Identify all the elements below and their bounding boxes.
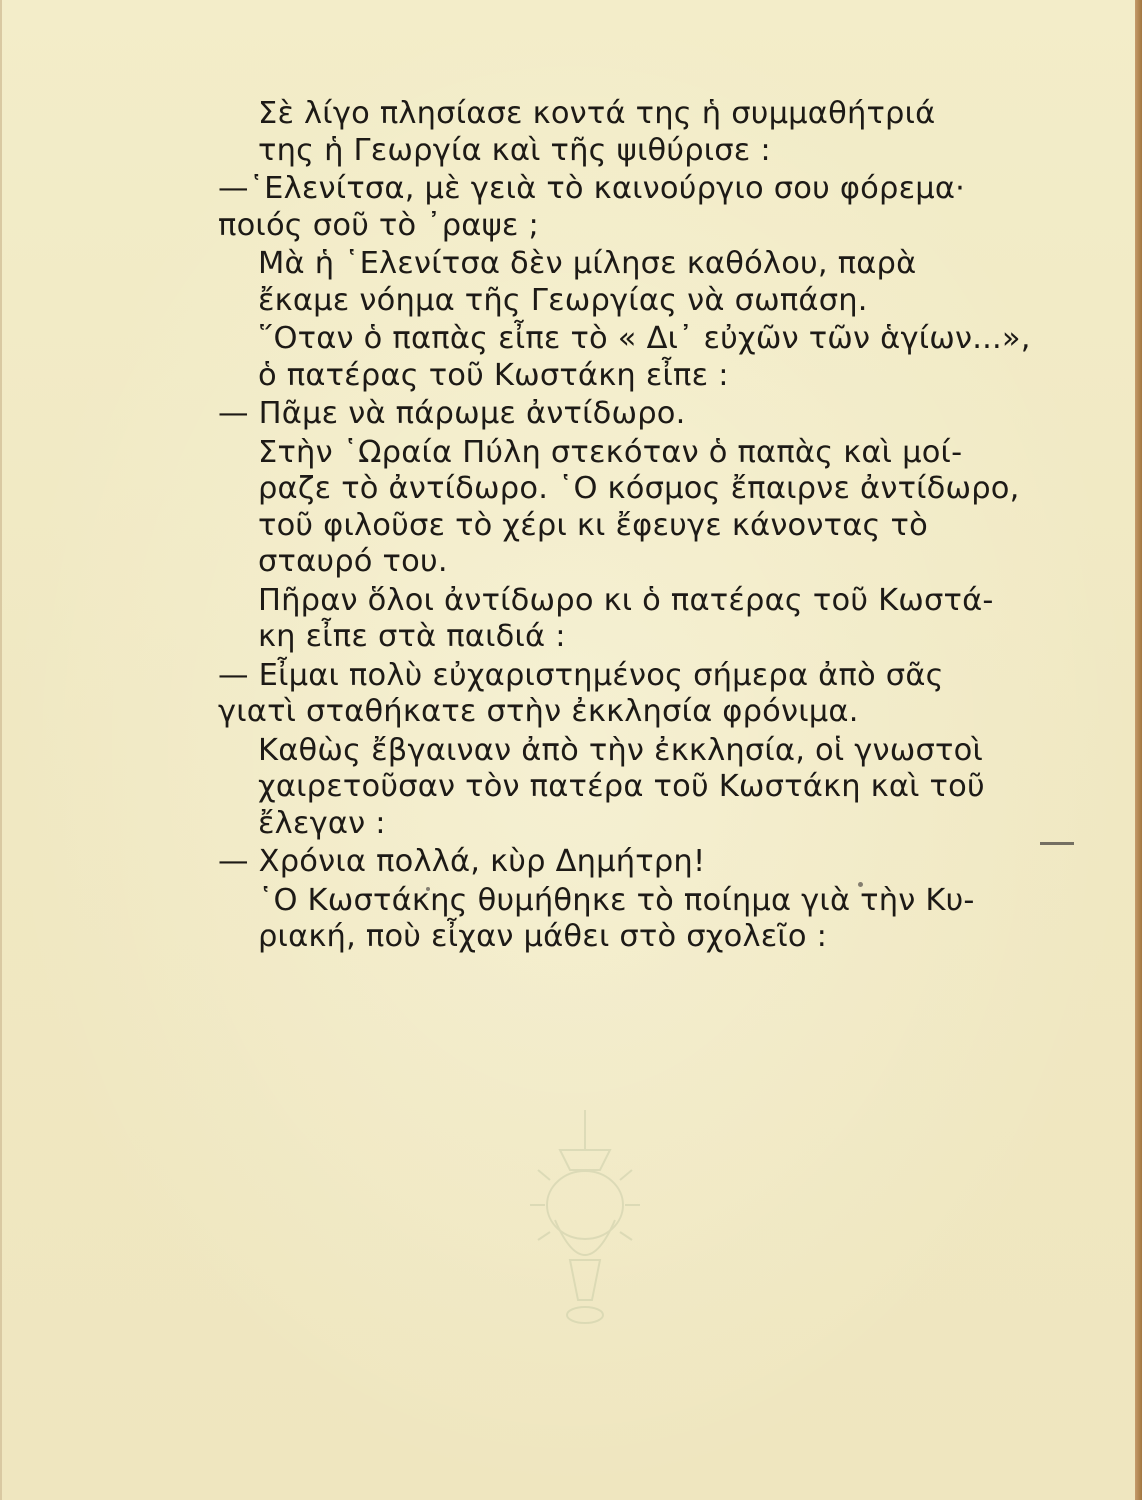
- text-line: ραζε τὸ ἀντίδωρο. ῾Ο κόσμος ἔπαιρνε ἀντίδωρο,: [258, 471, 1020, 506]
- text-line: Καθὼς ἔβγαιναν ἀπὸ τὴν ἐκκλησία, οἱ γνωστοὶ: [258, 732, 983, 768]
- text-line: — Πᾶμε νὰ πάρωμε ἀντίδωρο.: [218, 396, 686, 431]
- text-line: ποιός σοῦ τὸ ᾽ραψε ;: [218, 207, 539, 243]
- paragraph: [188, 583, 1008, 656]
- text-line: ἔκαμε νόημα τῆς Γεωργίας νὰ σωπάση.: [258, 282, 868, 318]
- dialogue-paragraph: [188, 171, 1008, 244]
- text-line: τοῦ φιλοῦσε τὸ χέρι κι ἔφευγε κάνοντας τὸ: [258, 507, 928, 543]
- text-line: ῾Ο Κωστάκης θυμήθηκε τὸ ποίημα γιὰ τὴν Κυ-: [258, 882, 975, 918]
- dialogue-paragraph: [188, 658, 1008, 731]
- text-line: κη εἶπε στὰ παιδιά :: [258, 619, 566, 654]
- text-line: Μὰ ἡ ῾Ελενίτσα δὲν μίλησε καθόλου, παρὰ: [258, 246, 917, 281]
- text-line: —῾Ελενίτσα, μὲ γειὰ τὸ καινούργιο σου φόρεμα·: [218, 171, 966, 206]
- text-line: γιατὶ σταθήκατε στὴν ἐκκλησία φρόνιμα.: [218, 694, 859, 729]
- page-right-edge: [1135, 0, 1142, 1500]
- page-left-edge: [0, 0, 2, 1500]
- text-line: σταυρό του.: [258, 544, 448, 579]
- text-line: χαιρετοῦσαν τὸν πατέρα τοῦ Κωστάκη καὶ τοῦ: [258, 769, 985, 804]
- paragraph: [188, 434, 1020, 581]
- text-line: της ἡ Γεωργία καὶ τῆς ψιθύρισε :: [258, 132, 771, 168]
- text-line: ὁ πατέρας τοῦ Κωστάκη εἶπε :: [258, 357, 729, 393]
- text-line: ῞Οταν ὁ παπὰς εἶπε τὸ « Δι᾽ εὐχῶν τῶν ἁγίων...»,: [258, 321, 1031, 356]
- paragraph: [188, 96, 1008, 169]
- text-line: ἔλεγαν :: [258, 805, 386, 841]
- paragraph: [188, 883, 1008, 956]
- text-line: Πῆραν ὅλοι ἀντίδωρο κι ὁ πατέρας τοῦ Κωστά-: [258, 582, 994, 618]
- text-line: ριακή, ποὺ εἶχαν μάθει στὸ σχολεῖο :: [258, 919, 828, 954]
- paragraph: [188, 321, 1031, 394]
- lamp-show-through-illustration: [520, 1110, 650, 1340]
- paragraph: [188, 246, 1008, 319]
- text-line: Στὴν ῾Ωραία Πύλη στεκόταν ὁ παπὰς καὶ μοί-: [258, 434, 963, 470]
- dialogue-paragraph: [188, 844, 1008, 881]
- margin-mark: [1040, 842, 1074, 845]
- dialogue-paragraph: [188, 396, 1008, 433]
- text-line: Σὲ λίγο πλησίασε κοντά της ἡ συμμαθήτριά: [258, 96, 936, 131]
- paragraph: [188, 733, 1008, 843]
- text-line: — Χρόνια πολλά, κὺρ Δημήτρη!: [218, 844, 706, 879]
- text-line: — Εἶμαι πολὺ εὐχαριστημένος σήμερα ἀπὸ σᾶς: [218, 657, 944, 693]
- body-text: [188, 96, 1031, 958]
